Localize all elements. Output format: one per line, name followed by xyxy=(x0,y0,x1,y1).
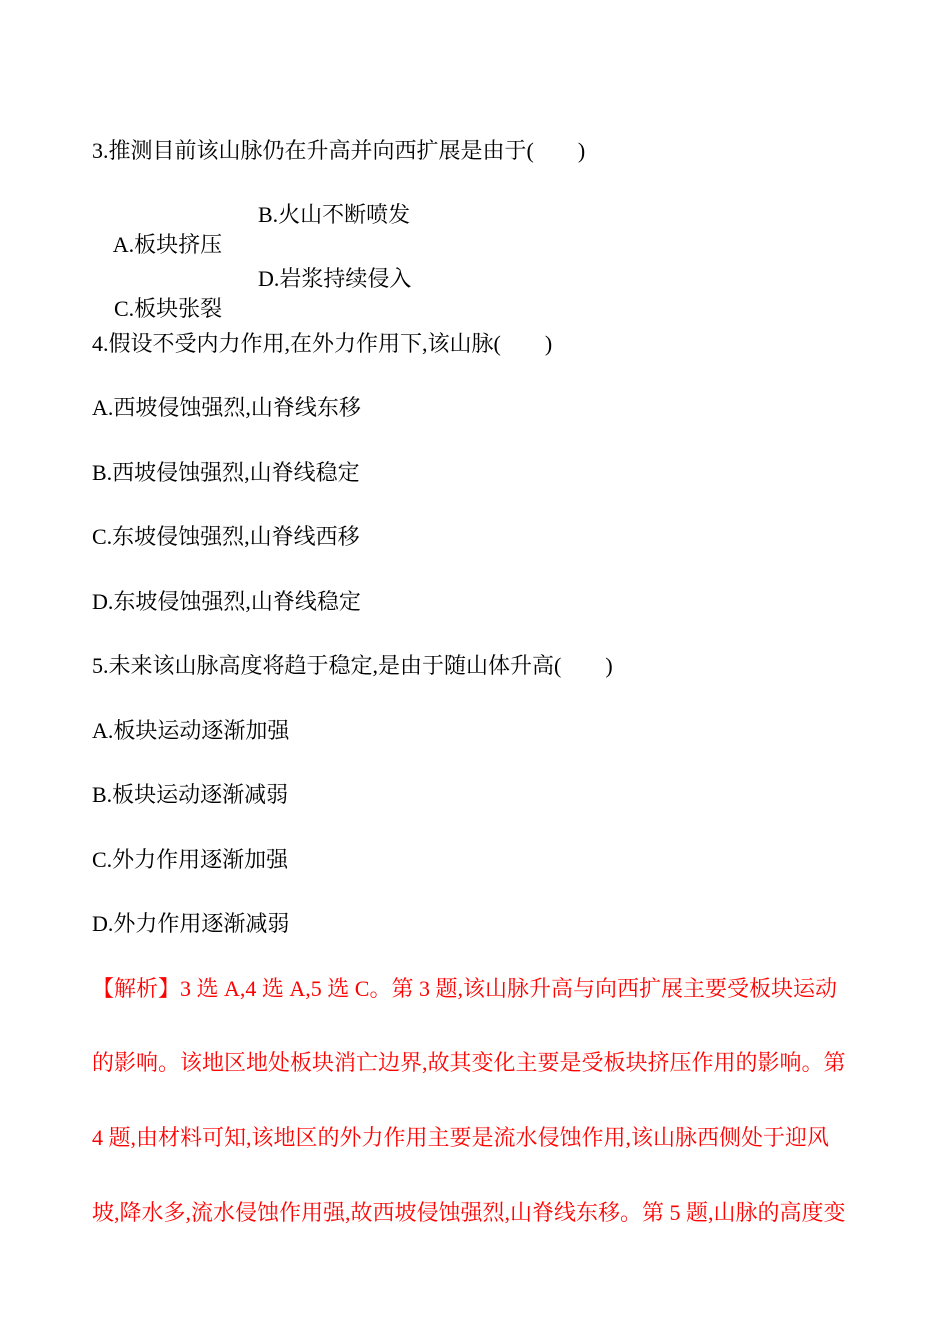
question-4-option-d: D.东坡侵蚀强烈,山脊线稳定 xyxy=(92,589,361,614)
question-4-stem: 4.假设不受内力作用,在外力作用下,该山脉( ) xyxy=(92,331,553,356)
question-3-option-c: C.板块张裂 xyxy=(114,296,223,321)
question-3-option-b: B.火山不断喷发 xyxy=(258,202,411,227)
question-3-option-a: A.板块挤压 xyxy=(112,232,223,257)
analysis-line-4: 坡,降水多,流水侵蚀作用强,故西坡侵蚀强烈,山脊线东移。第 5 题,山脉的高度变 xyxy=(92,1200,846,1225)
question-3-option-d: D.岩浆持续侵入 xyxy=(258,266,412,291)
analysis-line-1: 【解析】3 选 A,4 选 A,5 选 C。第 3 题,该山脉升高与向西扩展主要受板块运动 xyxy=(92,976,837,1001)
question-3-stem: 3.推测目前该山脉仍在升高并向西扩展是由于( ) xyxy=(92,138,586,163)
question-4-option-b: B.西坡侵蚀强烈,山脊线稳定 xyxy=(92,460,360,485)
question-5-option-b: B.板块运动逐渐减弱 xyxy=(92,782,289,807)
question-5-option-a: A.板块运动逐渐加强 xyxy=(92,718,290,743)
question-5-option-c: C.外力作用逐渐加强 xyxy=(92,847,289,872)
question-4-option-a: A.西坡侵蚀强烈,山脊线东移 xyxy=(92,395,361,420)
question-5-option-d: D.外力作用逐渐减弱 xyxy=(92,911,290,936)
analysis-line-2: 的影响。该地区地处板块消亡边界,故其变化主要是受板块挤压作用的影响。第 xyxy=(92,1050,846,1075)
question-4-option-c: C.东坡侵蚀强烈,山脊线西移 xyxy=(92,524,360,549)
analysis-line-3: 4 题,由材料可知,该地区的外力作用主要是流水侵蚀作用,该山脉西侧处于迎风 xyxy=(92,1125,830,1150)
question-5-stem: 5.未来该山脉高度将趋于稳定,是由于随山体升高( ) xyxy=(92,653,613,678)
